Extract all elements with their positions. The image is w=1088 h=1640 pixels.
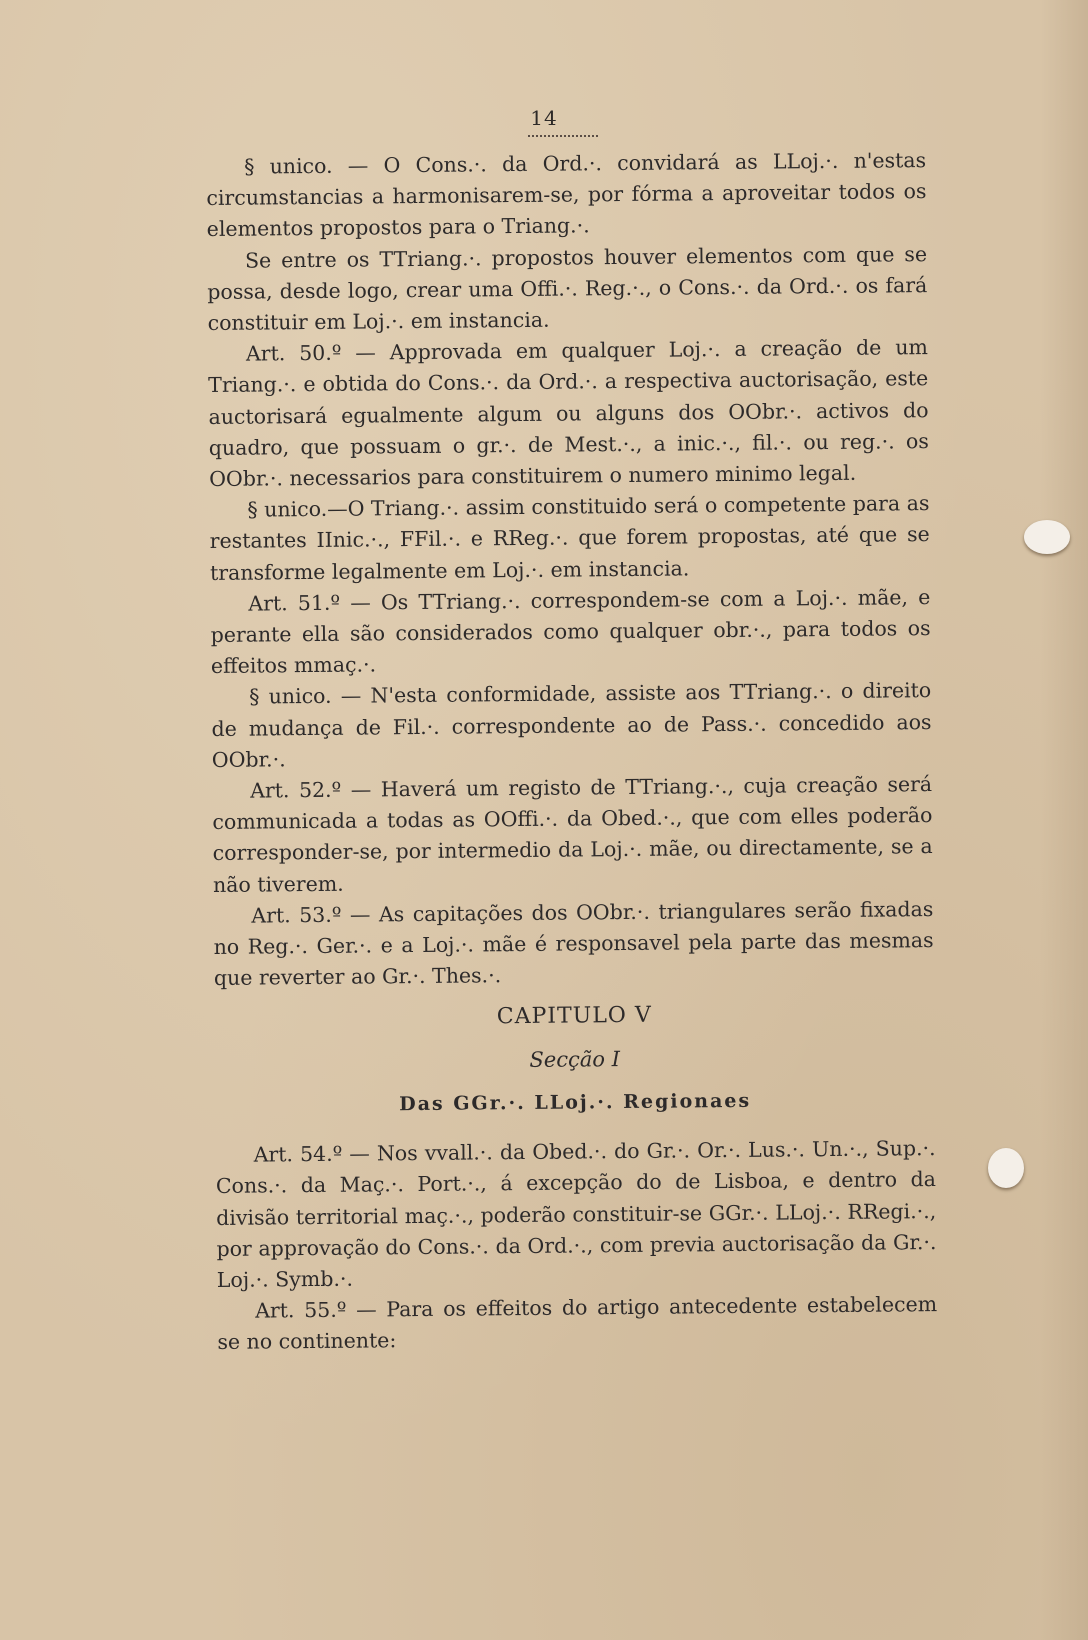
page-number: 14 [530,106,558,130]
paper-tear-mark [1024,520,1070,554]
paragraph: Art. 50.º — Approvada em qualquer Loj.·. a creação de um Triang.·. e obtida do Cons.·. da Ord.·. a respectiva auctorisação, este auctorisará egualmente algum ou alguns dos OObr.·. activos do quadro, que possuam o gr.·. de Mest.·., a inic.·., fil.·. ou reg.·. os OObr.·. necessarios para constituirem o numero minimo legal. [208,335,929,492]
chapter-heading: CAPITULO V [496,1003,652,1030]
page-number-rule [528,135,598,137]
paragraph: Art. 53.º — As capitações dos OObr.·. triangulares serão fixadas no Reg.·. Ger.·. e a Loj.·. mãe é responsavel pela parte das mesmas que reverter ao Gr.·. Thes.·. [213,896,934,991]
paragraph: § unico. — O Cons.·. da Ord.·. convidará as LLoj.·. n'estas circumstancias a harmonisarem-se, por fórma a aproveitar todos os elementos propostos para o Triang.·. [206,148,927,242]
paragraph: Art. 54.º — Nos vvall.·. da Obed.·. do Gr.·. Or.·. Lus.·. Un.·., Sup.·. Cons.·. da Maç.·. Port.·., á excepção do de Lisboa, e dentro da divisão territorial maç.·., poderão constituir-se GGr.·. LLoj.·. RRegi.·., por approvação do Cons.·. da Ord.·., com previa auctorisação da Gr.·. Loj.·. Symb.·. [215,1136,937,1292]
body-text [206,145,938,1358]
paragraph: § unico. — N'esta conformidade, assiste aos TTriang.·. o direito de mudança de Fil.·. correspondente ao de Pass.·. concedido aos OObr.·. [211,678,932,772]
paragraph: Art. 55.º — Para os effeitos do artigo antecedente estabelecem se no continente: [217,1292,938,1355]
paper-tear-mark [988,1148,1024,1188]
page-edge-shadow [1040,0,1088,1640]
paragraph: § unico.—O Triang.·. assim constituido será o competente para as restantes IInic.·., FFil.·. e RReg.·. que forem propostas, até que se transforme legalmente em Loj.·. em instancia. [209,491,930,585]
section-title: Das GGr.·. LLoj.·. Regionaes [399,1089,752,1116]
paragraph: Se entre os TTriang.·. propostos houver elementos com que se possa, desde logo, crear uma Offi.·. Reg.·., o Cons.·. da Ord.·. os fará constituir em Loj.·. em instancia. [207,241,928,336]
paragraph: Art. 51.º — Os TTriang.·. correspondem-se com a Loj.·. mãe, e perante ella são considerados como qualquer obr.·., para todos os effeitos mmaç.·. [210,584,931,679]
section-heading: Secção I [529,1046,621,1072]
paragraph: Art. 52.º — Haverá um registo de TTriang.·., cuja creação será communicada a todas as OOffi.·. da Obed.·., que com elles poderão corresponder-se, por intermedio da Loj.·. mãe, ou directamente, se a não tiverem. [212,772,933,897]
